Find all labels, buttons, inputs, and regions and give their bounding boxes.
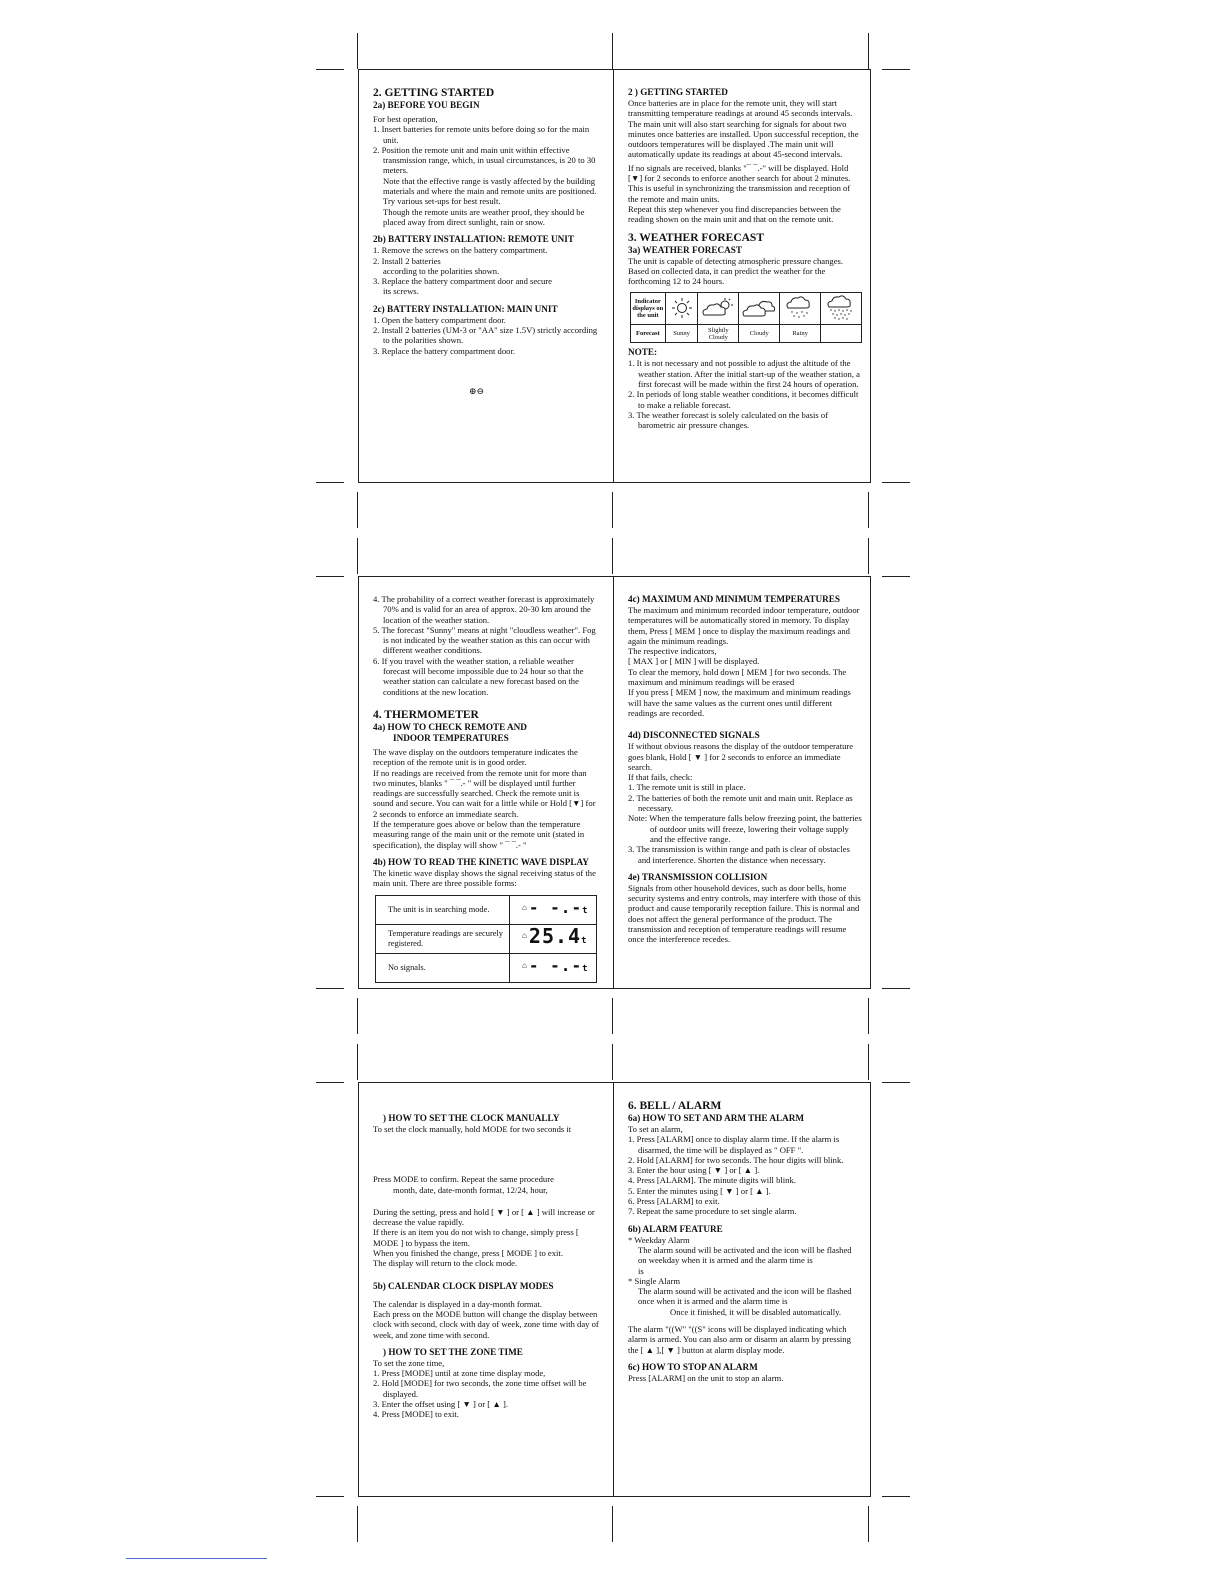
- paragraph: If there is an item you do not wish to change, simply press [ MODE ] to bypass the item.: [373, 1227, 579, 1248]
- list-item: 2. Install 2 batteries (UM-3 or "AA" size 1.5V) strictly according to the polarities shown.: [373, 325, 598, 346]
- feature-title: * Single Alarm: [628, 1275, 681, 1286]
- list-item: 6. If you travel with the weather station, a reliable weather forecast will become impossible due to 24 hour so that the weather station can calculate a new forecast based on the conditions at the new location.: [373, 655, 584, 697]
- list-item: 3. Replace the battery compartment door.: [373, 345, 515, 356]
- list-item: 3. Enter the hour using [ ▼ ] or [ ▲ ].: [628, 1165, 760, 1176]
- note-title: NOTE:: [628, 347, 658, 358]
- forecast-label: Sunny: [665, 325, 698, 343]
- list-item: 2. Position the remote unit and main unit within effective transmission range, which, in usual circumstances, is 20 to 30 meters.: [373, 144, 596, 176]
- paragraph: If that fails, check:: [628, 772, 693, 783]
- table-header: Indicator displays on the unit: [631, 293, 666, 325]
- subsection-title: 2b) BATTERY INSTALLATION: REMOTE UNIT: [373, 234, 574, 245]
- paragraph: Once it finished, it will be disabled automatically.: [670, 1306, 842, 1317]
- paragraph: The alarm "((W" "((S" icons will be displayed indicating which alarm is armed. You can also arm or disarm an alarm by pressing the [ ▲ ],[ ▼ ] button at alarm display mode.: [628, 1324, 851, 1355]
- paragraph: Each press on the MODE button will change the display between clock with second, clock with day of week, zone time with day of week, and zone time with second.: [373, 1308, 599, 1340]
- list-item: 1. It is not necessary and not possible to adjust the altitude of the weather station. After the initial start-up of the weather station, a first forecast will be made within the first 24 hours of operation.: [628, 358, 860, 390]
- lcd-reading: 25.4: [528, 924, 582, 949]
- panel-thermometer: [359, 577, 613, 988]
- feature-title: * Weekday Alarm: [628, 1234, 690, 1245]
- footer-link-underline: [126, 1558, 267, 1559]
- slightly-cloudy-icon: [698, 293, 739, 325]
- panel-getting-started: [359, 70, 613, 482]
- subsection-title: 4e) TRANSMISSION COLLISION: [628, 871, 768, 882]
- lcd-unit: t: [582, 906, 589, 917]
- cloudy-icon: [739, 293, 780, 325]
- section-title: 6. BELL / ALARM: [628, 1100, 722, 1112]
- lcd-reading: - -.-: [528, 898, 583, 918]
- table-row: [376, 953, 597, 982]
- subsection-title: 4a) HOW TO CHECK REMOTE AND: [373, 721, 527, 732]
- subsection-title: 4c) MAXIMUM AND MINIMUM TEMPERATURES: [628, 594, 840, 604]
- list-item: 4. Press [MODE] to exit.: [373, 1409, 459, 1420]
- list-item: its screws.: [383, 286, 419, 297]
- list-item: 3. Enter the offset using [ ▼ ] or [ ▲ ].: [373, 1399, 508, 1410]
- signal-icon: ⌂: [522, 931, 527, 941]
- list-item: 7. Repeat the same procedure to set single alarm.: [628, 1206, 797, 1217]
- list-item: 2. Hold [ALARM] for two seconds. The hour digits will blink.: [628, 1154, 844, 1165]
- rainy-icon: [780, 293, 821, 325]
- paragraph: The kinetic wave display shows the signal receiving status of the main unit. There are three possible forms:: [373, 867, 596, 889]
- paragraph: When you finished the change, press [ MODE ] to exit.: [373, 1248, 563, 1259]
- table-row-label: Forecast: [631, 325, 666, 343]
- forecast-label: Slightly Cloudy: [698, 325, 739, 343]
- list-item: 1. Open the battery compartment door.: [373, 314, 506, 325]
- paragraph: For best operation,: [373, 114, 438, 124]
- subsection-title: 6c) HOW TO STOP AN ALARM: [628, 1361, 758, 1372]
- list-item: 2. Hold [MODE] for two seconds, the zone time offset will be displayed.: [373, 1378, 587, 1399]
- polarity-icon: ⊕⊖: [469, 385, 485, 396]
- list-item: 3. The transmission is within range and path is clear of obstacles and interference. Shorten the distance when necessary.: [628, 844, 850, 865]
- subsection-title: 3a) WEATHER FORECAST: [628, 244, 743, 255]
- paragraph: If no signals are received, blanks "¯ ¯.-" will be displayed. Hold [▼] for 2 seconds to enforce another search for about 2 minutes. This is useful in synchronizing the transmission and reception of the remote and main units.: [628, 162, 851, 204]
- list-item: 6. Press [ALARM] to exit.: [628, 1196, 720, 1207]
- paragraph: To set an alarm,: [628, 1124, 683, 1134]
- list-item: 3. The weather forecast is solely calculated on the basis of barometric air pressure changes.: [628, 409, 829, 431]
- paragraph: is: [638, 1265, 644, 1276]
- list-item: 1. Insert batteries for remote units before doing so for the main unit.: [373, 124, 590, 145]
- subsection-title: 6a) HOW TO SET AND ARM THE ALARM: [628, 1113, 805, 1123]
- paragraph: The wave display on the outdoors temperature indicates the reception of the remote unit is in good order.: [373, 746, 578, 768]
- paragraph: Signals from other household devices, such as door bells, home security systems and entry controls, may interfere with those of this product and cause temporarily reception failure. This is normal and does not affect the general performance of the product. The transmission and reception of temperature readings will resume once the interference recedes.: [628, 882, 861, 945]
- paragraph: month, date, date-month format, 12/24, hour,: [393, 1184, 548, 1195]
- panel-alarm: [614, 1083, 870, 1496]
- list-item: 4. The probability of a correct weather forecast is approximately 70% and is valid for an area of approx. 20-30 km around the location of the weather station.: [373, 594, 595, 625]
- sheet-2: [358, 576, 871, 989]
- list-item: 4. Press [ALARM]. The minute digits will blink.: [628, 1175, 796, 1186]
- list-item: 2. In periods of long stable weather conditions, it becomes difficult to make a reliable forecast.: [628, 389, 859, 410]
- forecast-label: Rainy: [780, 325, 821, 343]
- heavy-rain-icon: [821, 293, 862, 325]
- lcd-unit: t: [581, 936, 588, 947]
- subsection-title: ) HOW TO SET THE CLOCK MANUALLY: [383, 1113, 560, 1123]
- paragraph: To set the zone time,: [373, 1357, 445, 1368]
- paragraph: Once batteries are in place for the remote unit, they will start transmitting temperature readings at around 45 seconds intervals. The main unit will also start searching for signals for about two minutes once batteries are installed. Upon successful reception, the outdoors temperatures will be displayed .The main unit will automatically update its readings at about 45-second intervals.: [628, 98, 859, 160]
- list-item: 1. Press [MODE] until at zone time display mode,: [373, 1368, 546, 1379]
- list-item: according to the polarities shown.: [383, 265, 500, 276]
- list-item: Note: When the temperature falls below freezing point, the batteries of outdoor units will freeze, lowering their voltage supply and the effective range.: [628, 813, 862, 844]
- lcd-reading: - -.-: [528, 956, 583, 976]
- forecast-table: [630, 292, 862, 343]
- list-item: 1. Remove the screws on the battery compartment.: [373, 245, 548, 256]
- panel-clock: [359, 1083, 613, 1496]
- paragraph: To set the clock manually, hold MODE for two seconds it: [373, 1124, 572, 1134]
- kinetic-wave-table: [375, 895, 597, 983]
- subsection-title: ) HOW TO SET THE ZONE TIME: [383, 1346, 523, 1357]
- subsection-title: 4d) DISCONNECTED SIGNALS: [628, 730, 760, 741]
- house-icon: ⌂: [522, 961, 527, 971]
- list-item: 2. Install 2 batteries: [373, 255, 441, 266]
- subsection-title: INDOOR TEMPERATURES: [393, 732, 509, 743]
- note-text: Note that the effective range is vastly affected by the building materials and where the main and remote units are positioned.: [383, 175, 597, 197]
- list-item: 5. The forecast "Sunny" means at night "cloudless weather". Fog is not indicated by the weather station as this can occur with different weather conditions.: [373, 624, 596, 656]
- note-text: Though the remote units are weather proof, they should be placed away from direct sunlight, rain or snow.: [383, 206, 585, 227]
- paragraph: Repeat this step whenever you find discrepancies between the reading shown on the main unit and that on the remote unit.: [628, 203, 841, 225]
- list-item: 1. Press [ALARM] once to display alarm time. If the alarm is disarmed, the time will be displayed as " OFF ".: [628, 1134, 840, 1155]
- sheet-1: [358, 69, 871, 483]
- paragraph: [ MAX ] or [ MIN ] will be displayed.: [628, 656, 760, 667]
- section-title: 2 ) GETTING STARTED: [628, 87, 728, 97]
- section-title: 3. WEATHER FORECAST: [628, 231, 765, 244]
- list-item: 2. The batteries of both the remote unit and main unit. Replace as necessary.: [628, 792, 853, 814]
- list-item: 5. Enter the minutes using [ ▼ ] or [ ▲ ].: [628, 1185, 771, 1196]
- forecast-label: Cloudy: [739, 325, 780, 343]
- table-cell: Temperature readings are securely registered.: [376, 924, 510, 953]
- subsection-title: 4b) HOW TO READ THE KINETIC WAVE DISPLAY: [373, 856, 589, 867]
- table-row: [376, 895, 597, 924]
- paragraph: The alarm sound will be activated and the icon will be flashed on weekday when it is armed and the alarm time is: [638, 1244, 852, 1266]
- subsection-title: 6b) ALARM FEATURE: [628, 1223, 723, 1234]
- paragraph: If you press [ MEM ] now, the maximum and minimum readings will have the same values as the current ones until different readings are recorded.: [628, 687, 851, 718]
- paragraph: The maximum and minimum recorded indoor temperature, outdoor temperatures will be automatically stored in memory. To display them, Press [ MEM ] once to display the maximum readings and again the minimum readings.: [628, 605, 860, 646]
- note-text: Try various set-ups for best result.: [383, 196, 501, 207]
- list-item: 3. Replace the battery compartment door and secure: [373, 276, 552, 287]
- sheet-3: [358, 1082, 871, 1497]
- paragraph: Press MODE to confirm. Repeat the same procedure: [373, 1174, 554, 1185]
- section-title: 4. THERMOMETER: [373, 708, 479, 721]
- subsection-title: 2c) BATTERY INSTALLATION: MAIN UNIT: [373, 303, 558, 314]
- panel-getting-started-cont: [614, 70, 870, 482]
- paragraph: During the setting, press and hold [ ▼ ] or [ ▲ ] will increase or decrease the value rapidly.: [373, 1206, 595, 1228]
- paragraph: The respective indicators,: [628, 646, 717, 657]
- table-cell: The unit is in searching mode.: [376, 895, 510, 924]
- section-title: 2. GETTING STARTED: [373, 87, 495, 99]
- subsection-title: 2a) BEFORE YOU BEGIN: [373, 100, 480, 110]
- paragraph: If the temperature goes above or below than the temperature measuring range of the main unit or the remote unit (stated in specification), the display will show " ¯ ¯.- ": [373, 819, 585, 850]
- forecast-label: [821, 325, 862, 343]
- panel-max-min: [614, 577, 870, 988]
- paragraph: The unit is capable of detecting atmospheric pressure changes. Based on collected data, it can predict the weather for the forthcoming 12 to 24 hours.: [628, 255, 844, 287]
- list-item: 1. The remote unit is still in place.: [628, 782, 746, 793]
- paragraph: The calendar is displayed in a day-month format.: [373, 1298, 542, 1309]
- lcd-unit: t: [582, 964, 589, 975]
- paragraph: The display will return to the clock mode.: [373, 1258, 518, 1269]
- table-row: [376, 924, 597, 953]
- subsection-title: 5b) CALENDAR CLOCK DISPLAY MODES: [373, 1280, 554, 1291]
- searching-signal-icon: ⌂: [522, 903, 527, 913]
- paragraph: The alarm sound will be activated and the icon will be flashed once when it is armed and the alarm time is: [638, 1286, 852, 1307]
- table-cell: No signals.: [376, 953, 510, 982]
- sunny-icon: [665, 293, 698, 325]
- paragraph: If no readings are received from the remote unit for more than two minutes, blanks " ¯ ¯.- " will be displayed until further readings are successfully searched. Check the remote unit is sound and secure. You can wait for a little while or Hold [▼] for 2 seconds to enforce an immediate search.: [373, 767, 596, 819]
- paragraph: Press [ALARM] on the unit to stop an alarm.: [628, 1372, 784, 1383]
- paragraph: If without obvious reasons the display of the outdoor temperature goes blank, Hold [ ▼ ] for 2 seconds to enforce an immediate search.: [628, 741, 854, 772]
- paragraph: To clear the memory, hold down [ MEM ] for two seconds. The maximum and minimum readings will be erased: [628, 666, 847, 688]
